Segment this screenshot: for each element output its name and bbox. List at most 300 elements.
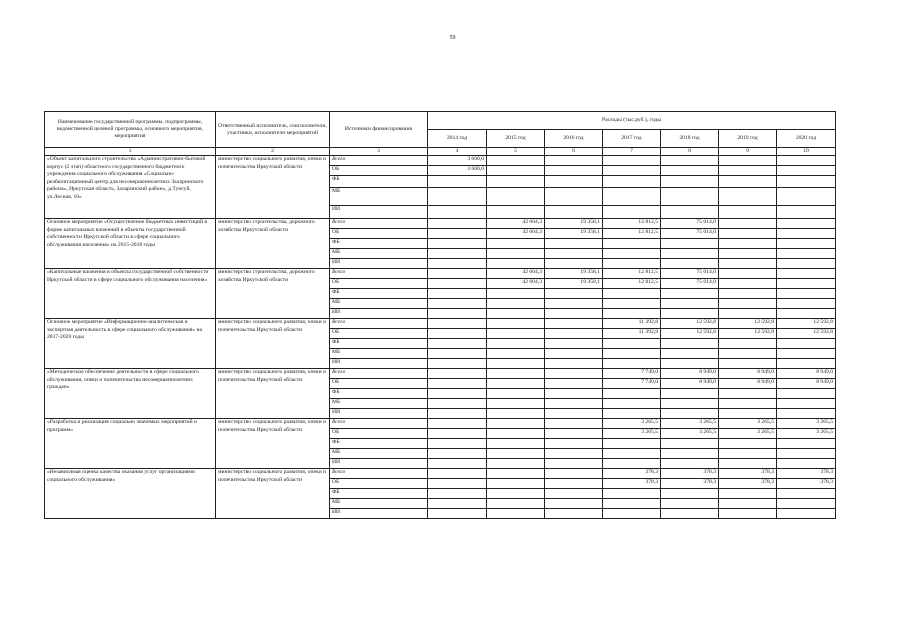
expense-value: 42 604,3 (487, 279, 545, 289)
expense-value (487, 166, 545, 176)
expense-value: 378,3 (719, 469, 777, 479)
expense-value: 3 600,0 (428, 166, 487, 176)
expense-value (428, 259, 487, 269)
funding-source: ФБ (330, 489, 428, 499)
expense-value (428, 339, 487, 349)
expense-value (545, 379, 603, 389)
header-year: 2020 год (777, 130, 836, 148)
expense-value (545, 509, 603, 519)
expense-value (428, 359, 487, 369)
expense-value: 3 265,5 (661, 419, 719, 429)
expense-value: 12 592,8 (719, 319, 777, 329)
funding-source: Всего (330, 369, 428, 379)
expense-value (719, 399, 777, 409)
expense-value (545, 289, 603, 299)
funding-source: ИИ (330, 409, 428, 419)
column-number: 7 (603, 148, 661, 156)
expense-value (777, 259, 836, 269)
expense-value (487, 469, 545, 479)
expense-value (719, 509, 777, 519)
expense-value (777, 459, 836, 469)
expense-value (545, 419, 603, 429)
expense-value (428, 489, 487, 499)
expense-value (777, 289, 836, 299)
expense-value (487, 499, 545, 509)
expense-value (428, 369, 487, 379)
expense-value (777, 349, 836, 359)
expense-value (777, 399, 836, 409)
expense-value: 12 592,8 (661, 329, 719, 339)
expense-value (603, 509, 661, 519)
expense-value (603, 399, 661, 409)
header-name: Наименование государственной программы, подпрограммы, ведомственной целевой программы, основного мероприятия, мероприятия (45, 112, 216, 148)
expense-value (777, 166, 836, 176)
expense-value (487, 188, 545, 206)
funding-source: ОБ (330, 279, 428, 289)
expense-value (428, 289, 487, 299)
expense-value (545, 156, 603, 166)
expense-value: 378,3 (777, 479, 836, 489)
expense-value: 12 812,5 (603, 279, 661, 289)
expense-value (428, 439, 487, 449)
expense-value (719, 489, 777, 499)
measure-name: «Капитальные вложения в объекты государственной собственности Иркутской области в сфере социального обслуживания населения» (45, 269, 216, 319)
expense-value (719, 166, 777, 176)
expense-value: 75 014,0 (661, 279, 719, 289)
expense-value (428, 449, 487, 459)
expense-value (487, 239, 545, 249)
expense-value (487, 389, 545, 399)
header-year: 2019 год (719, 130, 777, 148)
expense-value (719, 188, 777, 206)
expense-value (545, 329, 603, 339)
expense-value (487, 299, 545, 309)
expense-value (487, 399, 545, 409)
expense-value (661, 439, 719, 449)
expense-value: 7 749,0 (603, 369, 661, 379)
expense-value (487, 379, 545, 389)
expense-value (661, 509, 719, 519)
expense-value (428, 459, 487, 469)
expense-value (603, 239, 661, 249)
funding-source: Всего (330, 419, 428, 429)
expense-value (545, 439, 603, 449)
expense-value (777, 229, 836, 239)
expense-value (661, 156, 719, 166)
funding-source: МБ (330, 399, 428, 409)
expense-value: 11 392,8 (603, 319, 661, 329)
expense-value (719, 279, 777, 289)
expense-value (545, 389, 603, 399)
expense-value (487, 289, 545, 299)
expense-value: 12 592,8 (777, 319, 836, 329)
expense-value (719, 409, 777, 419)
funding-source: ОБ (330, 479, 428, 489)
expense-value: 3 600,0 (428, 156, 487, 166)
expense-value (545, 409, 603, 419)
funding-source: ФБ (330, 176, 428, 188)
expense-value (719, 339, 777, 349)
expense-value (428, 469, 487, 479)
expense-value (428, 239, 487, 249)
expense-value: 7 749,0 (603, 379, 661, 389)
expense-value (777, 309, 836, 319)
expense-value (603, 449, 661, 459)
funding-source: ИИ (330, 259, 428, 269)
funding-source: ИИ (330, 459, 428, 469)
funding-source: ИИ (330, 359, 428, 369)
expense-value: 19 358,1 (545, 219, 603, 229)
expense-value: 8 949,0 (777, 379, 836, 389)
expense-value (545, 166, 603, 176)
expense-value: 12 812,5 (603, 269, 661, 279)
header-year: 2015 год (487, 130, 545, 148)
expense-value (603, 439, 661, 449)
column-number: 6 (545, 148, 603, 156)
expense-value (487, 259, 545, 269)
expense-value (545, 259, 603, 269)
expense-value: 3 265,5 (777, 429, 836, 439)
funding-source: Всего (330, 219, 428, 229)
funding-source: ФБ (330, 289, 428, 299)
column-number: 10 (777, 148, 836, 156)
expense-value (661, 389, 719, 399)
expense-value (487, 419, 545, 429)
expense-value (487, 439, 545, 449)
expense-value (545, 359, 603, 369)
expense-value (545, 369, 603, 379)
expense-value (777, 239, 836, 249)
funding-source: ОБ (330, 379, 428, 389)
column-number: 5 (487, 148, 545, 156)
expense-value (428, 409, 487, 419)
expense-value (428, 309, 487, 319)
expense-value (661, 249, 719, 259)
funding-source: МБ (330, 299, 428, 309)
expense-value (661, 259, 719, 269)
table-row (45, 319, 836, 329)
funding-source: ФБ (330, 439, 428, 449)
table-row (45, 469, 836, 479)
expense-value (545, 469, 603, 479)
expense-value (487, 509, 545, 519)
expense-value (603, 188, 661, 206)
expense-value (545, 349, 603, 359)
expense-value (777, 439, 836, 449)
expense-value (777, 269, 836, 279)
expense-value (487, 249, 545, 259)
expense-value (661, 206, 719, 219)
expense-value (777, 359, 836, 369)
expense-value (428, 319, 487, 329)
expense-value: 3 265,5 (719, 419, 777, 429)
expense-value (603, 299, 661, 309)
expense-value (777, 206, 836, 219)
expense-value: 75 014,0 (661, 269, 719, 279)
expense-value (428, 429, 487, 439)
funding-source: МБ (330, 249, 428, 259)
header-year: 2018 год (661, 130, 719, 148)
expense-value (777, 249, 836, 259)
expense-value: 12 592,8 (719, 329, 777, 339)
page-number: 59 (449, 35, 456, 41)
header-year: 2017 год (603, 130, 661, 148)
expense-value (719, 229, 777, 239)
expense-value (487, 339, 545, 349)
column-number: 2 (216, 148, 330, 156)
expense-value (428, 479, 487, 489)
expense-value: 3 265,5 (603, 419, 661, 429)
funding-source: ИИ (330, 309, 428, 319)
responsible-executor: министерство социального развития, опеки и попечительства Иркутской области (216, 469, 330, 519)
expense-value (487, 349, 545, 359)
expense-value (545, 499, 603, 509)
expense-value: 378,3 (603, 479, 661, 489)
expense-value (545, 249, 603, 259)
expense-value (545, 299, 603, 309)
expense-value (545, 319, 603, 329)
expense-value (428, 206, 487, 219)
expense-value (661, 489, 719, 499)
expense-value (487, 206, 545, 219)
expense-value (603, 349, 661, 359)
expense-value (777, 219, 836, 229)
funding-source: ФБ (330, 239, 428, 249)
expense-value: 42 604,3 (487, 229, 545, 239)
expense-value (661, 188, 719, 206)
responsible-executor: министерство социального развития, опеки и попечительства Иркутской области (216, 369, 330, 419)
expense-value: 19 358,1 (545, 269, 603, 279)
column-number: 4 (428, 148, 487, 156)
expense-value (545, 188, 603, 206)
column-number: 3 (330, 148, 428, 156)
expense-value (487, 369, 545, 379)
funding-source: ОБ (330, 329, 428, 339)
expense-value (777, 279, 836, 289)
responsible-executor: министерство социального развития, опеки и попечительства Иркутской области (216, 419, 330, 469)
expense-value (719, 206, 777, 219)
expense-value: 3 265,5 (661, 429, 719, 439)
expense-value (603, 359, 661, 369)
expense-value (545, 309, 603, 319)
expense-value (487, 309, 545, 319)
column-number: 9 (719, 148, 777, 156)
expense-value: 8 949,0 (661, 369, 719, 379)
expense-value (428, 399, 487, 409)
funding-source: ОБ (330, 429, 428, 439)
expense-value (719, 239, 777, 249)
funding-source: ОБ (330, 166, 428, 176)
table-row (45, 419, 836, 429)
expense-value (661, 299, 719, 309)
expense-value (661, 359, 719, 369)
expense-value (603, 289, 661, 299)
expense-value: 378,3 (777, 469, 836, 479)
expense-value (428, 279, 487, 289)
expense-value (487, 329, 545, 339)
expense-value: 378,3 (661, 479, 719, 489)
expense-value (428, 389, 487, 399)
funding-source: Всего (330, 319, 428, 329)
funding-source: ИИ (330, 206, 428, 219)
funding-source: ОБ (330, 229, 428, 239)
measure-name: Основное мероприятие «Осуществление бюджетных инвестиций в форме капитальных вложений в объекты государственной собственности Иркутской области в сфере социального обслуживания населения» на 2015-2018 годы (45, 219, 216, 269)
budget-table (44, 111, 836, 519)
expense-value (545, 449, 603, 459)
table-row (45, 369, 836, 379)
expense-value (777, 339, 836, 349)
table-row (45, 219, 836, 229)
funding-source: ИИ (330, 509, 428, 519)
expense-value (661, 499, 719, 509)
responsible-executor: министерство социального развития, опеки и попечительства Иркутской области (216, 156, 330, 219)
measure-name: «Методическое обеспечение деятельности в сфере социального обслуживания, опеки и попечительства несовершеннолетних граждан» (45, 369, 216, 419)
header-responsible: Ответственный исполнитель, соисполнители, участники, исполнители мероприятий (216, 112, 330, 148)
expense-value (545, 429, 603, 439)
expense-value (487, 359, 545, 369)
expense-value (719, 349, 777, 359)
expense-value (661, 239, 719, 249)
expense-value (661, 349, 719, 359)
expense-value (719, 389, 777, 399)
expense-value (545, 399, 603, 409)
expense-value (428, 269, 487, 279)
expense-value (545, 459, 603, 469)
expense-value (719, 449, 777, 459)
expense-value (661, 399, 719, 409)
funding-source: ФБ (330, 339, 428, 349)
expense-value (603, 389, 661, 399)
expense-value (603, 489, 661, 499)
expense-value (603, 339, 661, 349)
expense-value (719, 359, 777, 369)
expense-value (603, 309, 661, 319)
expense-value (603, 459, 661, 469)
measure-name: «Разработка и реализация социально значимых мероприятий и программ» (45, 419, 216, 469)
responsible-executor: министерство социального развития, опеки и попечительства Иркутской области (216, 319, 330, 369)
expense-value (719, 289, 777, 299)
table-row (45, 156, 836, 166)
expense-value (719, 219, 777, 229)
funding-source: Всего (330, 469, 428, 479)
expense-value (603, 176, 661, 188)
expense-value (487, 489, 545, 499)
expense-value (487, 176, 545, 188)
funding-source: МБ (330, 188, 428, 206)
expense-value: 12 592,8 (777, 329, 836, 339)
expense-value: 12 592,8 (661, 319, 719, 329)
expense-value (661, 309, 719, 319)
expense-value: 11 392,8 (603, 329, 661, 339)
column-number: 8 (661, 148, 719, 156)
measure-name: «Независимая оценка качества оказания услуг организациями социального обслуживания» (45, 469, 216, 519)
expense-value: 12 812,5 (603, 229, 661, 239)
expense-value: 8 949,0 (719, 369, 777, 379)
funding-source: МБ (330, 349, 428, 359)
expense-value (719, 259, 777, 269)
expense-value (428, 379, 487, 389)
expense-value (603, 206, 661, 219)
expense-value (777, 409, 836, 419)
expense-value (777, 449, 836, 459)
funding-source: Всего (330, 269, 428, 279)
expense-value (661, 289, 719, 299)
expense-value (545, 206, 603, 219)
expense-value (428, 509, 487, 519)
expense-value (777, 509, 836, 519)
expense-value: 378,3 (603, 469, 661, 479)
expense-value (603, 166, 661, 176)
expense-value (719, 156, 777, 166)
expense-value (428, 329, 487, 339)
table-row (45, 269, 836, 279)
expense-value (603, 409, 661, 419)
expense-value (428, 499, 487, 509)
expense-value (777, 499, 836, 509)
expense-value (719, 176, 777, 188)
expense-value (545, 489, 603, 499)
responsible-executor: министерство строительства, дорожного хозяйства Иркутской области (216, 269, 330, 319)
expense-value: 19 358,1 (545, 229, 603, 239)
expense-value (487, 449, 545, 459)
expense-value (777, 156, 836, 166)
funding-source: МБ (330, 449, 428, 459)
expense-value (428, 188, 487, 206)
expense-value (603, 249, 661, 259)
header-expenses: Расходы (тыс.руб.), годы (428, 112, 836, 130)
header-source: Источники финансирования (330, 112, 428, 148)
expense-value (603, 156, 661, 166)
funding-source: МБ (330, 499, 428, 509)
expense-value (603, 259, 661, 269)
expense-value (719, 459, 777, 469)
expense-value: 8 949,0 (777, 369, 836, 379)
expense-value: 3 265,5 (719, 429, 777, 439)
expense-value: 3 265,5 (777, 419, 836, 429)
expense-value (545, 239, 603, 249)
funding-source: ФБ (330, 389, 428, 399)
expense-value (661, 339, 719, 349)
expense-value (719, 309, 777, 319)
header-year: 2016 год (545, 130, 603, 148)
expense-value (719, 269, 777, 279)
expense-value: 378,3 (719, 479, 777, 489)
expense-value: 42 604,3 (487, 269, 545, 279)
expense-value (777, 188, 836, 206)
expense-value (661, 449, 719, 459)
expense-value: 19 358,1 (545, 279, 603, 289)
expense-value (487, 429, 545, 439)
expense-value (719, 299, 777, 309)
expense-value (777, 299, 836, 309)
expense-value: 3 265,5 (603, 429, 661, 439)
expense-value (428, 219, 487, 229)
expense-value (545, 176, 603, 188)
header-year: 2014 год (428, 130, 487, 148)
expense-value: 12 812,5 (603, 219, 661, 229)
column-number: 1 (45, 148, 216, 156)
expense-value (487, 156, 545, 166)
expense-value (428, 176, 487, 188)
expense-value (661, 409, 719, 419)
measure-name: Основное мероприятие «Информационно-аналитическая и экспертная деятельность в сфере социального обслуживания» на 2017-2020 годы (45, 319, 216, 369)
measure-name: «Объект капитального строительства «Административно-бытовой корпус (2 этап) областного государственного бюджетного учреждения социального обслуживания «Социально-реабилитационный центр для несовершеннолетних Заларинского района», Иркутская область, Заларинский район», д.Тунгуй, ул.Лесная, 10» (45, 156, 216, 219)
expense-value (487, 479, 545, 489)
expense-value: 75 014,0 (661, 229, 719, 239)
expense-value (719, 249, 777, 259)
expense-value (603, 499, 661, 509)
expense-value (661, 176, 719, 188)
